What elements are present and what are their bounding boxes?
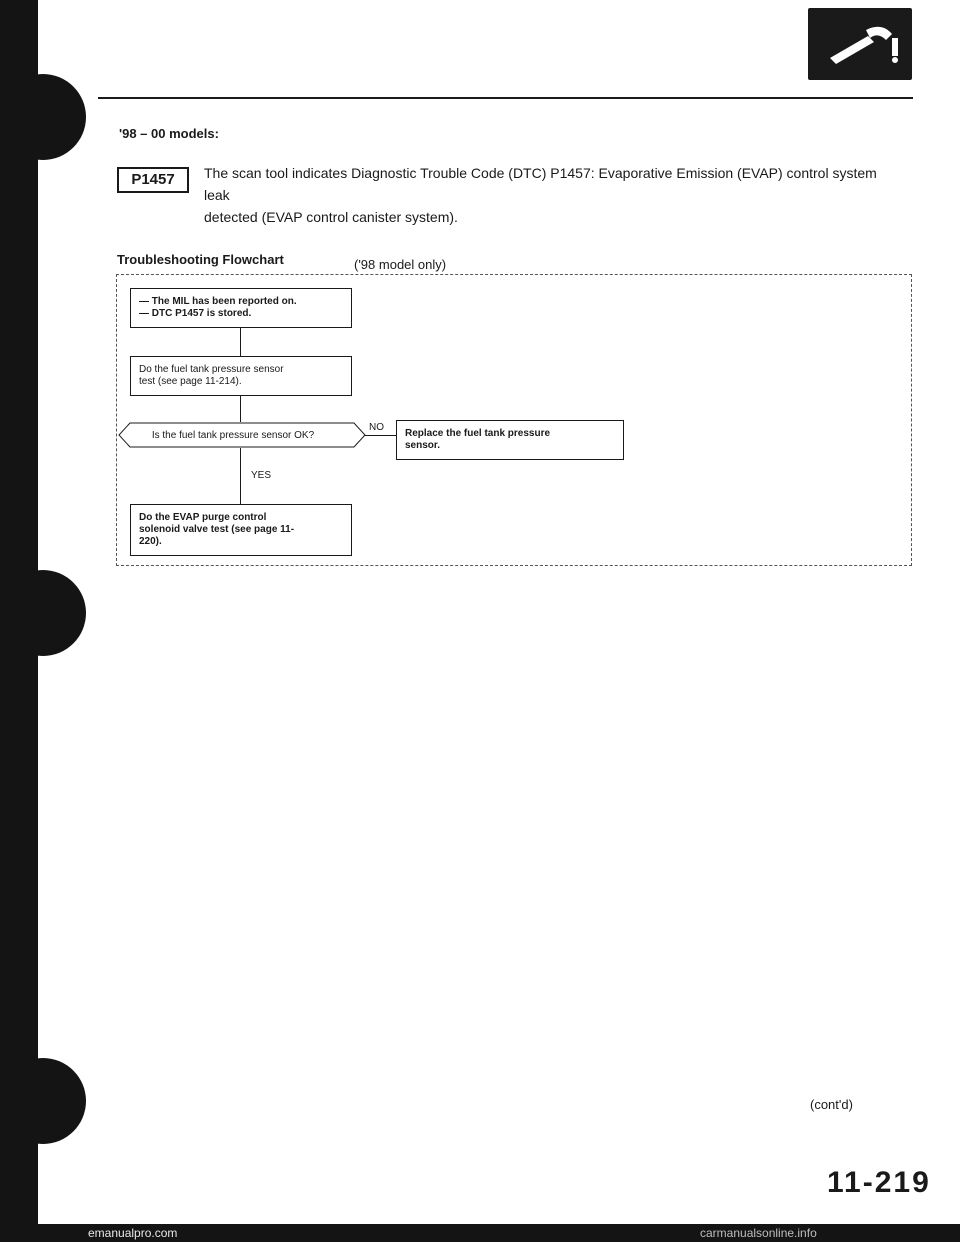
connector-decision-to-no xyxy=(365,435,396,436)
flowchart-no-box xyxy=(396,420,624,460)
yes-box-line1: Do the EVAP purge control xyxy=(139,512,267,523)
flowchart-yes-box xyxy=(130,504,352,556)
dtc-description-line1: The scan tool indicates Diagnostic Trouble Code (DTC) P1457: Evaporative Emission (EVAP) control system leak xyxy=(204,165,877,203)
continued-label: (cont'd) xyxy=(810,1097,853,1112)
dtc-description xyxy=(204,162,904,228)
connector-start-to-step1 xyxy=(240,328,241,356)
flowchart-start-box xyxy=(130,288,352,328)
binding-notch-middle xyxy=(0,570,86,656)
step1-box-line2: test (see page 11-214). xyxy=(139,376,242,387)
models-heading: '98 – 00 models: xyxy=(119,126,219,141)
no-box-line2: sensor. xyxy=(405,440,441,451)
no-box-line1: Replace the fuel tank pressure xyxy=(405,428,551,439)
start-box-line1: — The MIL has been reported on. xyxy=(139,296,297,307)
decision-question: Is the fuel tank pressure sensor OK? xyxy=(151,430,315,441)
yes-box-line3: 220). xyxy=(139,536,162,547)
fuel-nozzle-icon xyxy=(808,8,912,80)
start-box-line2: — DTC P1457 is stored. xyxy=(139,308,252,319)
flowchart-title: Troubleshooting Flowchart xyxy=(117,252,284,267)
watermark-left: emanualpro.com xyxy=(88,1226,178,1240)
binding-notch-bottom xyxy=(0,1058,86,1144)
page-number: 11-219 xyxy=(827,1166,931,1199)
connector-decision-to-yes xyxy=(240,448,241,504)
no-branch-label: NO xyxy=(369,422,384,433)
dtc-description-line2: detected (EVAP control canister system). xyxy=(204,209,458,225)
watermark-right: carmanualsonline.info xyxy=(700,1226,817,1240)
model-note: ('98 model only) xyxy=(354,257,447,272)
binding-notch-top xyxy=(0,74,86,160)
yes-branch-label: YES xyxy=(251,470,272,481)
flowchart-step1-box xyxy=(130,356,352,396)
connector-step1-to-decision xyxy=(240,396,241,422)
header-rule xyxy=(98,97,913,99)
yes-box-line2: solenoid valve test (see page 11- xyxy=(139,524,295,535)
step1-box-line1: Do the fuel tank pressure sensor xyxy=(139,364,284,375)
dtc-code-badge: P1457 xyxy=(117,167,189,193)
